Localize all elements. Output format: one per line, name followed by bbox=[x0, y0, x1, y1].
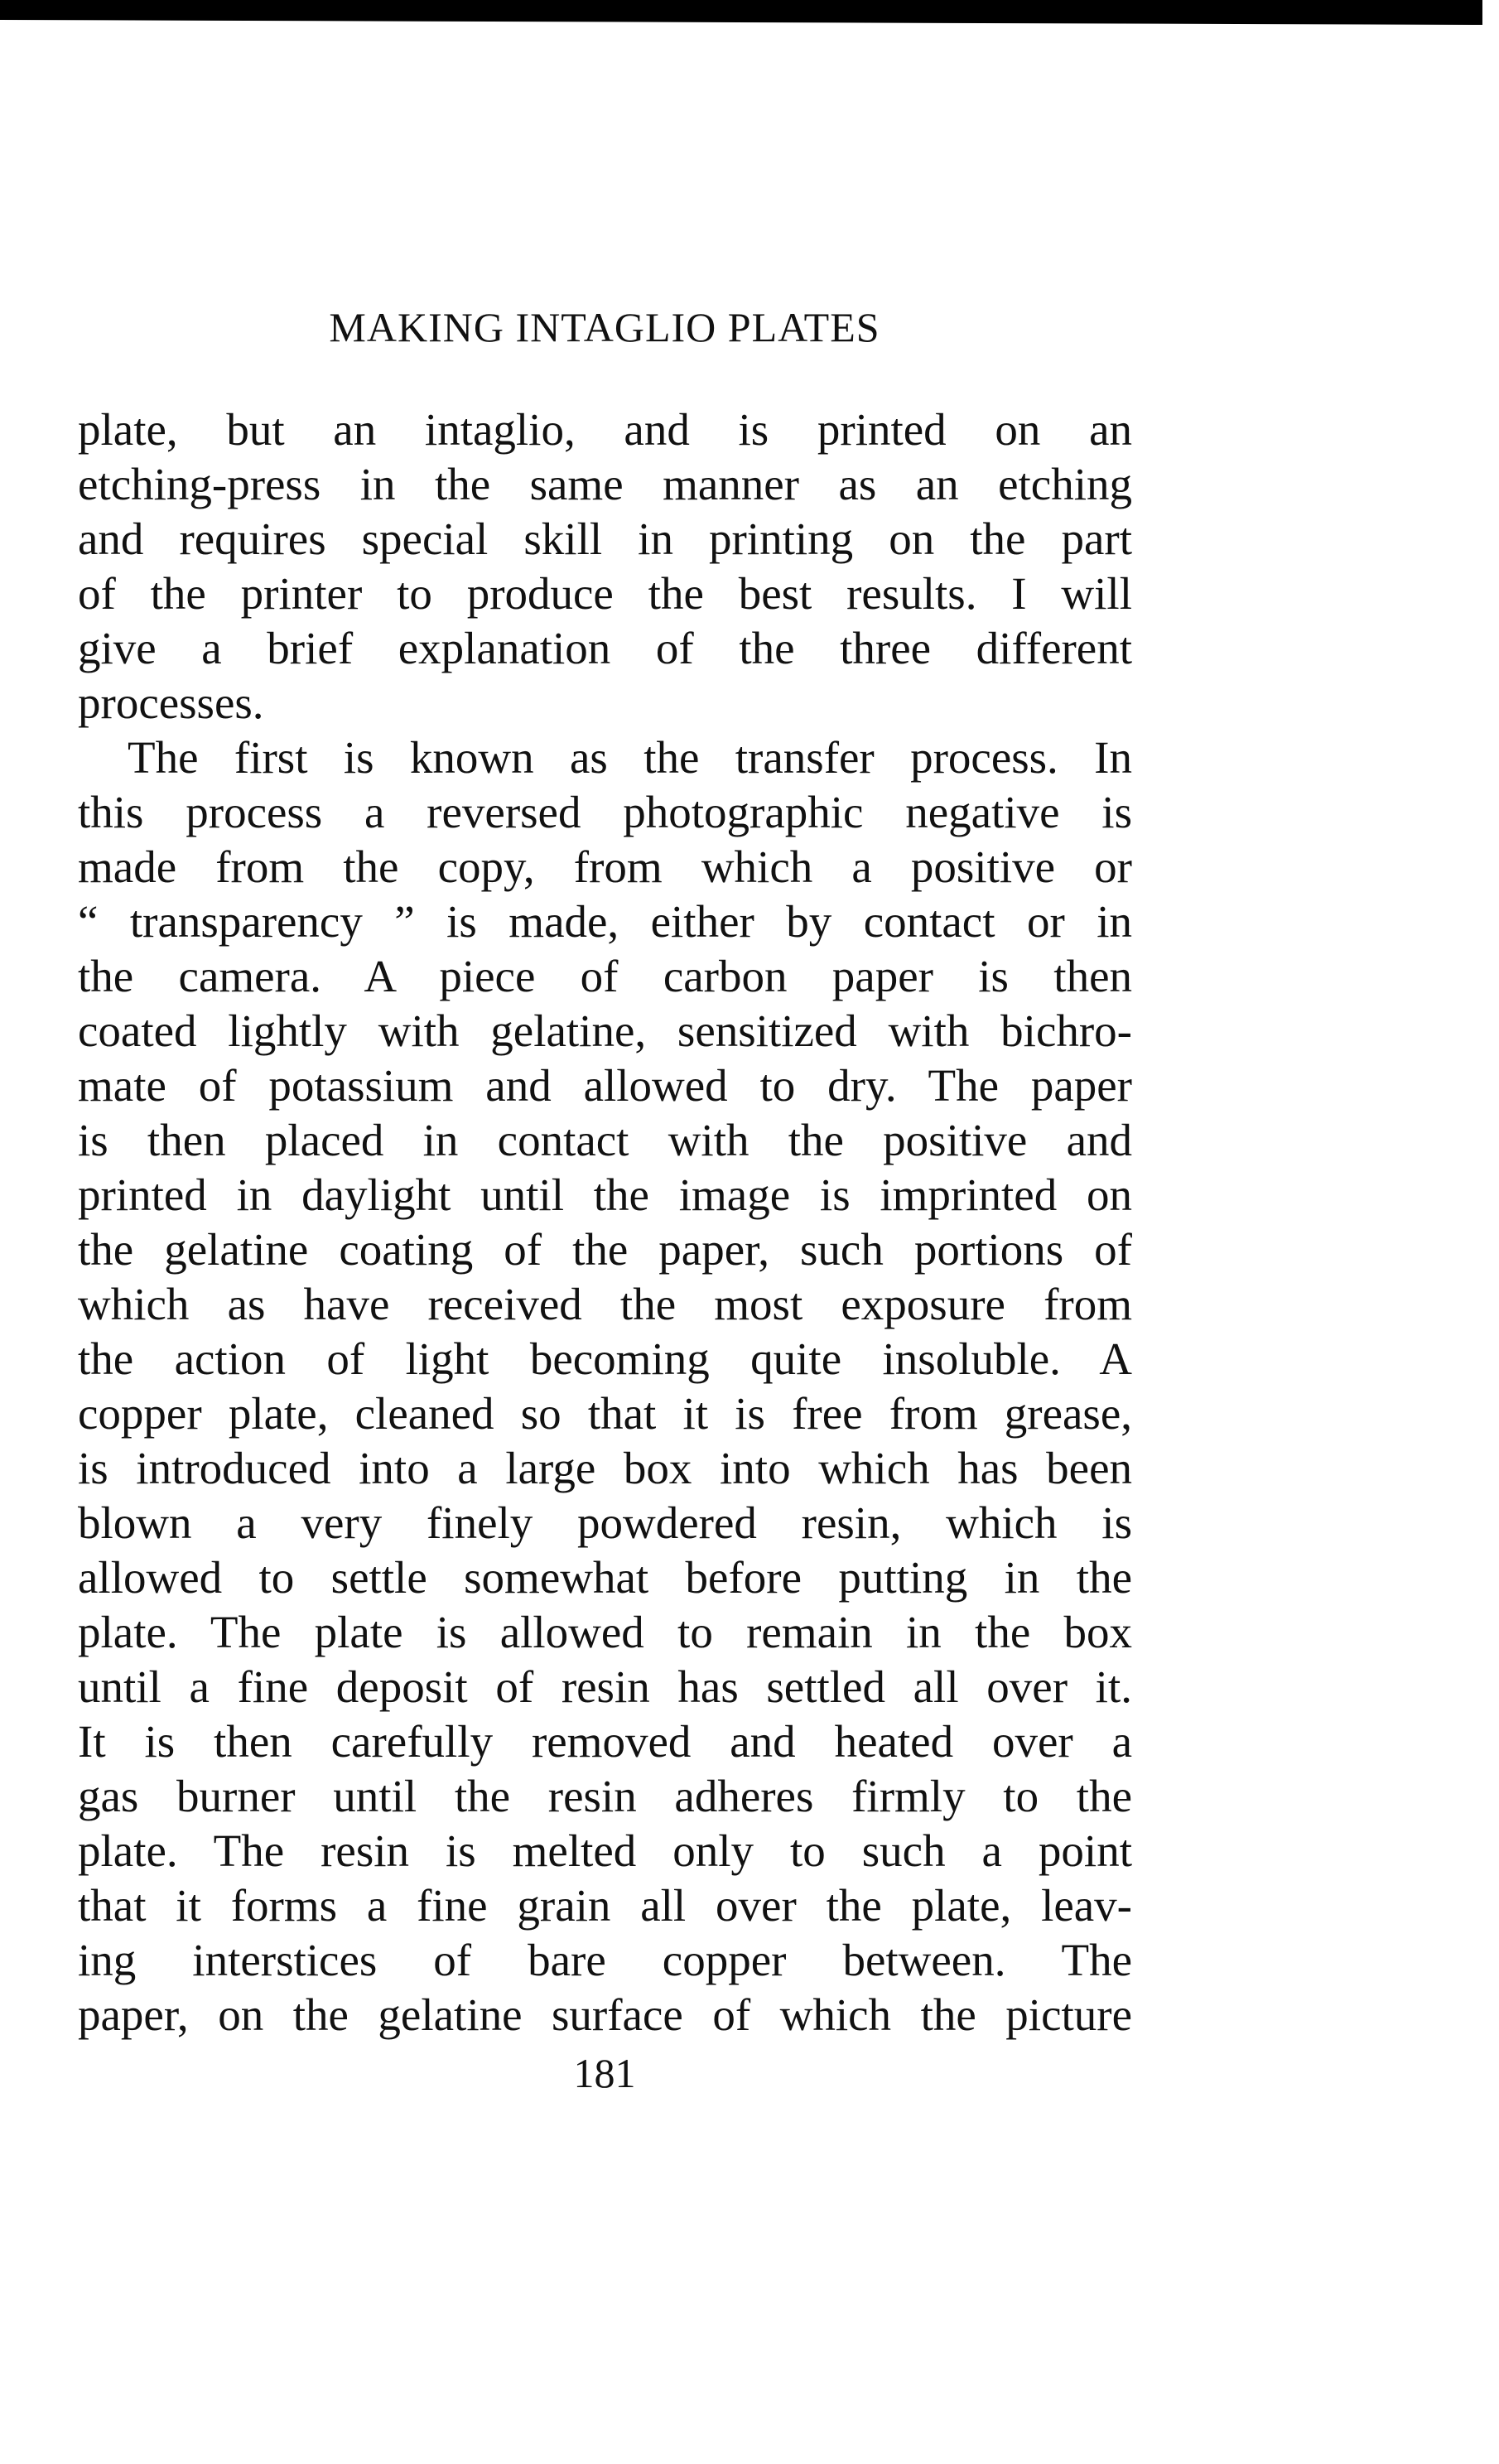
text-line: of the printer to produce the best results. I will bbox=[78, 568, 1132, 619]
text-line: printed in daylight until the image is imprinted on bbox=[78, 1169, 1132, 1220]
text-line: the camera. A piece of carbon paper is then bbox=[78, 951, 1132, 1001]
text-line: that it forms a fine grain all over the plate, leav- bbox=[78, 1880, 1132, 1931]
text-line: ing interstices of bare copper between. The bbox=[78, 1935, 1132, 1985]
text-line: The first is known as the transfer process. In bbox=[128, 732, 1132, 783]
text-line: which as have received the most exposure from bbox=[78, 1279, 1132, 1329]
text-line: the action of light becoming quite insoluble. A bbox=[78, 1333, 1132, 1384]
running-head: MAKING INTAGLIO PLATES bbox=[329, 304, 880, 350]
body-text bbox=[78, 403, 1132, 2042]
text-line: plate, but an intaglio, and is printed on an bbox=[78, 404, 1132, 455]
text-line: coated lightly with gelatine, sensitized with bichro- bbox=[78, 1005, 1132, 1056]
scan-edge-bar bbox=[0, 0, 1482, 25]
text-line: until a fine deposit of resin has settled all over it. bbox=[78, 1661, 1132, 1712]
text-line: processes. bbox=[78, 677, 264, 728]
text-line: mate of potassium and allowed to dry. The paper bbox=[78, 1060, 1132, 1111]
text-line: give a brief explanation of the three different bbox=[78, 623, 1132, 673]
text-line: It is then carefully removed and heated over a bbox=[78, 1716, 1132, 1767]
text-line: is then placed in contact with the positive and bbox=[78, 1115, 1132, 1165]
text-line: is introduced into a large box into which has been bbox=[78, 1443, 1132, 1493]
text-line: made from the copy, from which a positive or bbox=[78, 841, 1132, 892]
text-line: etching-press in the same manner as an etching bbox=[78, 459, 1132, 509]
text-line: and requires special skill in printing on the part bbox=[78, 514, 1132, 564]
text-line: the gelatine coating of the paper, such portions of bbox=[78, 1224, 1132, 1275]
text-line: allowed to settle somewhat before putting in the bbox=[78, 1552, 1132, 1603]
page-number: 181 bbox=[573, 2050, 636, 2096]
paragraph bbox=[78, 403, 1132, 731]
text-line: paper, on the gelatine surface of which the picture bbox=[78, 1989, 1132, 2040]
text-line: plate. The plate is allowed to remain in the box bbox=[78, 1607, 1132, 1657]
paragraph bbox=[78, 731, 1132, 2042]
text-line: copper plate, cleaned so that it is free from grease, bbox=[78, 1388, 1132, 1439]
text-line: plate. The resin is melted only to such a point bbox=[78, 1825, 1132, 1876]
text-line: blown a very finely powdered resin, which is bbox=[78, 1497, 1132, 1548]
text-line: gas burner until the resin adheres firmly to the bbox=[78, 1771, 1132, 1821]
text-line: this process a reversed photographic negative is bbox=[78, 787, 1132, 837]
text-line: “ transparency ” is made, either by contact or in bbox=[78, 896, 1132, 947]
